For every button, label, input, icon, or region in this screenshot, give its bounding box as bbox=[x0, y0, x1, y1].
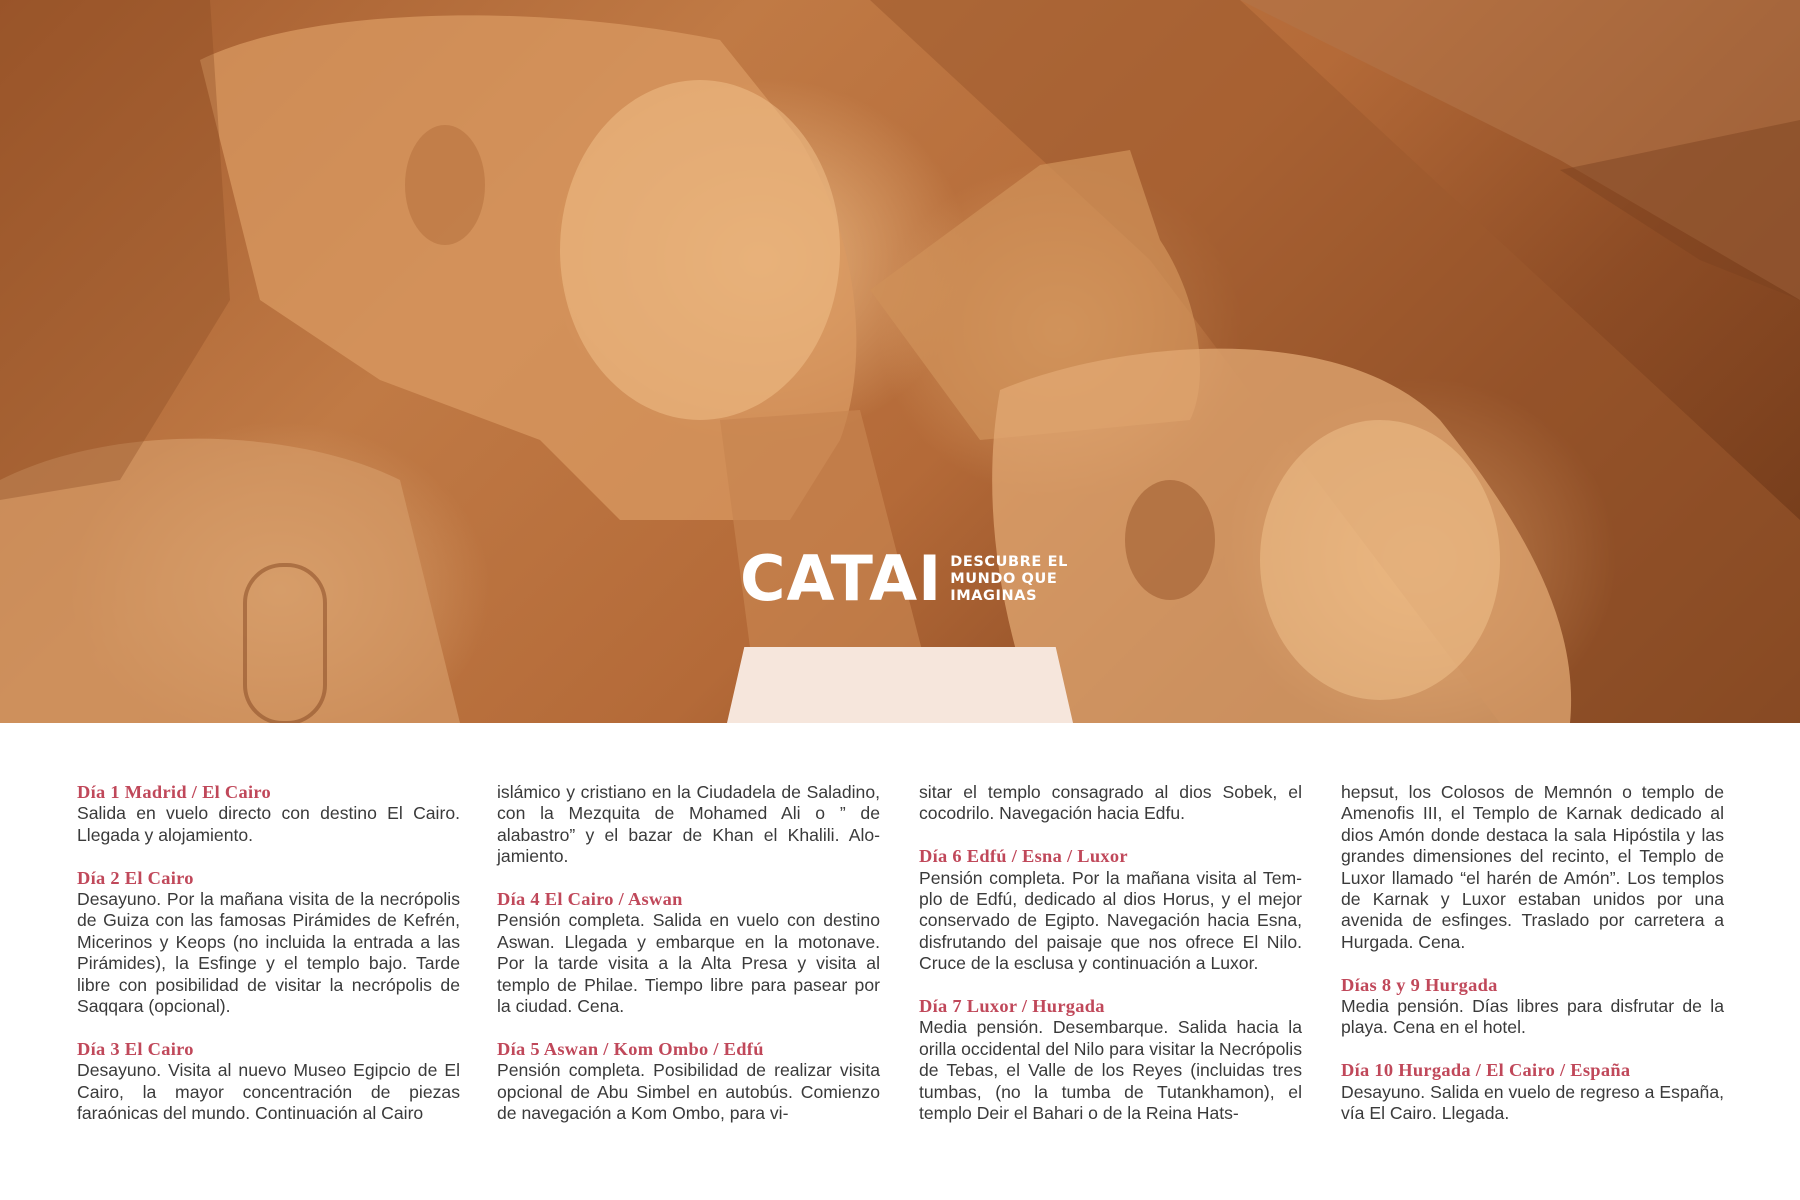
day-heading: Día 10 Hurgada / El Cairo / España bbox=[1341, 1060, 1631, 1081]
brand-name: CATAI bbox=[740, 542, 943, 615]
continued-text bbox=[919, 782, 1302, 825]
itinerary-column-1 bbox=[77, 782, 460, 1124]
tagline-line: IMAGINAS bbox=[950, 587, 1038, 604]
day-description: sitar el templo consagrado al dios Sobek, el cocodrilo. Navegación hacia Edfu. bbox=[919, 782, 1302, 824]
day-entry bbox=[1341, 975, 1724, 1039]
itinerary-column-4 bbox=[1341, 782, 1724, 1124]
day-entry bbox=[77, 782, 460, 846]
day-entry bbox=[919, 996, 1302, 1124]
day-description: islámico y cristiano en la Ciudadela de Saladino, con la Mezquita de Mohamed Ali o ” de alabastro” y el bazar de Khan el Khalili. Alojamiento. bbox=[497, 782, 880, 867]
day-description: Pensión completa. Posibilidad de realizar visita opcional de Abu Simbel en autobús. Comienzo de navegación a Kom Ombo, para vi- bbox=[497, 1060, 880, 1124]
itinerary-column-3 bbox=[919, 782, 1302, 1124]
day-entry bbox=[919, 846, 1302, 974]
day-entry bbox=[497, 1039, 880, 1125]
day-description: Desayuno. Por la mañana visita de la necrópolis de Guiza con las famosas Pirámides de Kefrén, Micerinos y Keops (no incluida la entrada a las Pirámides), la Esfinge y el templo bajo. Tarde libre con posibilidad de visitar la necrópolis de Saqqara (opcional). bbox=[77, 889, 460, 1017]
tagline-line: DESCUBRE EL bbox=[950, 553, 1068, 570]
day-description: hepsut, los Colosos de Memnón o templo de Amenofis III, el Templo de Karnak dedicado al dios Amón donde destaca la sala Hipóstila y las grandes dimensiones del recinto, el Templo de Luxor llamado “el harén de Amón”. Los templos de Karnak y Luxor estaban unidos por una avenida de esfinges. Traslado por carretera a Hurgada. Cena. bbox=[1341, 782, 1724, 952]
continued-text bbox=[497, 782, 880, 868]
brand-tagline bbox=[950, 554, 1068, 605]
day-heading: Día 2 El Cairo bbox=[77, 867, 194, 888]
day-description: Desayuno. Salida en vuelo de regreso a España, vía El Cairo. Llegada. bbox=[1341, 1081, 1724, 1124]
day-heading: Día 1 Madrid / El Cairo bbox=[77, 782, 272, 802]
day-description: Pensión completa. Salida en vuelo con destino Aswan. Llegada y embarque en la motonave. Por la tarde visita a la Alta Presa y visita al templo de Philae. Tiempo libre para pasear por la ciudad. Cena. bbox=[497, 910, 880, 1017]
day-entry bbox=[77, 868, 460, 1018]
day-heading: Días 8 y 9 Hurgada bbox=[1341, 974, 1498, 995]
day-entry bbox=[1341, 1060, 1724, 1124]
day-description: Desayuno. Visita al nuevo Museo Egipcio de El Cairo, la mayor concentración de piezas faraónicas del mundo. Continuación al Cairo bbox=[77, 1060, 460, 1124]
day-description: Media pensión. Desembarque. Salida hacia la orilla occidental del Nilo para visitar la Necrópolis de Tebas, el Valle de los Reyes (incluidas tres tumbas, (no la tumba de Tutankhamon), el templo Deir el Bahari o de la Reina Hats- bbox=[919, 1017, 1302, 1124]
day-heading: Día 7 Luxor / Hurgada bbox=[919, 996, 1105, 1017]
day-description: Pensión completa. Por la mañana visita al Templo de Edfú, dedicado al dios Horus, y el mejor conservado de Egipto. Navegación hacia Esna, disfrutando del paisaje que nos ofrece El Nilo. Cruce de la esclusa y continuación a Luxor. bbox=[919, 867, 1302, 974]
day-heading: Día 4 El Cairo / Aswan bbox=[497, 889, 683, 910]
day-description: Salida en vuelo directo con destino El Cairo. Llegada y alojamiento. bbox=[77, 803, 460, 845]
continued-text bbox=[1341, 782, 1724, 953]
catai-logo bbox=[740, 542, 1068, 615]
day-heading: Día 6 Edfú / Esna / Luxor bbox=[919, 846, 1128, 867]
day-description: Media pensión. Días libres para disfrutar de la playa. Cena en el hotel. bbox=[1341, 996, 1724, 1038]
day-entry bbox=[497, 889, 880, 1017]
day-heading: Día 5 Aswan / Kom Ombo / Edfú bbox=[497, 1038, 764, 1059]
tagline-line: MUNDO QUE bbox=[950, 570, 1058, 587]
day-entry bbox=[77, 1039, 460, 1125]
decorative-panel bbox=[727, 647, 1073, 723]
day-heading: Día 3 El Cairo bbox=[77, 1038, 194, 1059]
itinerary-column-2 bbox=[497, 782, 880, 1124]
